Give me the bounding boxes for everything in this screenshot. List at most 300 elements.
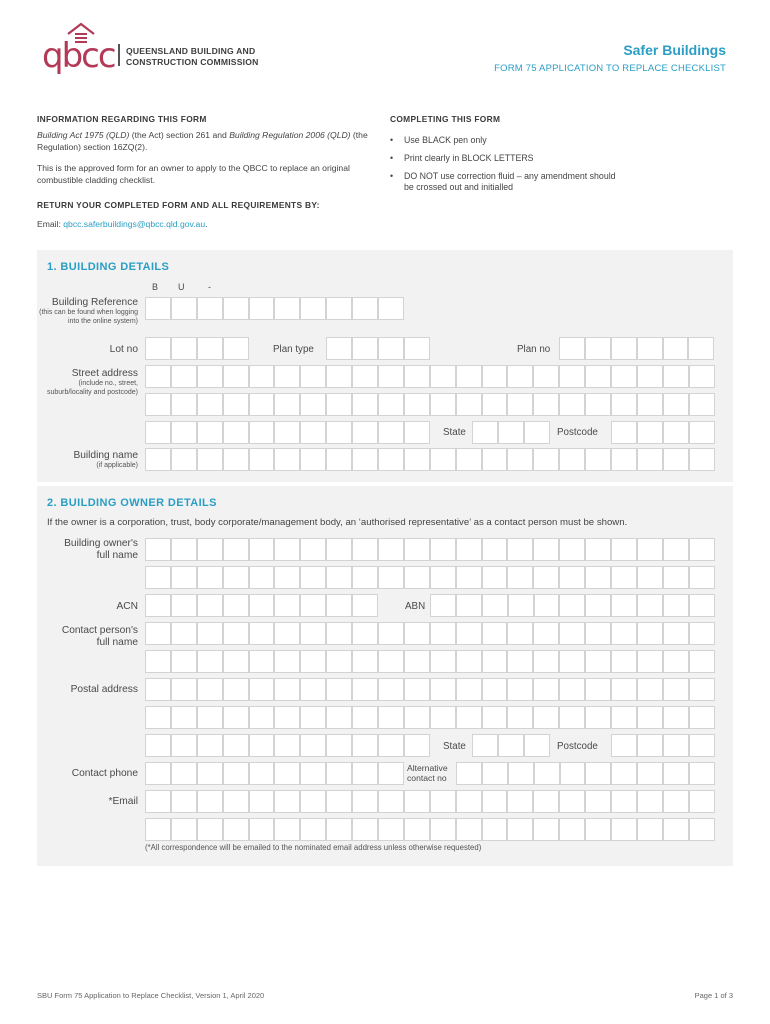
char-box[interactable]: [352, 594, 378, 617]
char-box[interactable]: [508, 762, 534, 785]
char-box[interactable]: [404, 706, 430, 729]
char-box[interactable]: [274, 538, 300, 561]
char-box[interactable]: [663, 393, 689, 416]
char-box[interactable]: [507, 790, 533, 813]
char-box[interactable]: [300, 448, 326, 471]
char-box[interactable]: [326, 297, 352, 320]
char-box[interactable]: [559, 706, 585, 729]
street-address-line-3[interactable]: [145, 421, 430, 444]
char-box[interactable]: [559, 448, 585, 471]
char-box[interactable]: [663, 734, 689, 757]
char-box[interactable]: [404, 448, 430, 471]
char-box[interactable]: [404, 337, 430, 360]
char-box[interactable]: [637, 421, 663, 444]
char-box[interactable]: [249, 297, 275, 320]
char-box[interactable]: [223, 762, 249, 785]
char-box[interactable]: [145, 297, 171, 320]
char-box[interactable]: [197, 818, 223, 841]
char-box[interactable]: [171, 566, 197, 589]
char-box[interactable]: [378, 706, 404, 729]
char-box[interactable]: [171, 538, 197, 561]
char-box[interactable]: [223, 594, 249, 617]
char-box[interactable]: [326, 594, 352, 617]
char-box[interactable]: [197, 365, 223, 388]
char-box[interactable]: [611, 678, 637, 701]
char-box[interactable]: [533, 566, 559, 589]
char-box[interactable]: [585, 622, 611, 645]
char-box[interactable]: [223, 297, 249, 320]
char-box[interactable]: [507, 538, 533, 561]
char-box[interactable]: [663, 421, 689, 444]
char-box[interactable]: [300, 365, 326, 388]
char-box[interactable]: [456, 622, 482, 645]
char-box[interactable]: [404, 393, 430, 416]
char-box[interactable]: [533, 678, 559, 701]
char-box[interactable]: [585, 594, 611, 617]
char-box[interactable]: [171, 297, 197, 320]
char-box[interactable]: [378, 790, 404, 813]
char-box[interactable]: [585, 818, 611, 841]
char-box[interactable]: [197, 421, 223, 444]
char-box[interactable]: [274, 706, 300, 729]
char-box[interactable]: [507, 706, 533, 729]
char-box[interactable]: [197, 297, 223, 320]
char-box[interactable]: [378, 297, 404, 320]
char-box[interactable]: [352, 421, 378, 444]
char-box[interactable]: [637, 448, 663, 471]
char-box[interactable]: [559, 790, 585, 813]
char-box[interactable]: [171, 678, 197, 701]
char-box[interactable]: [559, 622, 585, 645]
char-box[interactable]: [300, 818, 326, 841]
char-box[interactable]: [472, 421, 498, 444]
char-box[interactable]: [352, 678, 378, 701]
char-box[interactable]: [456, 650, 482, 673]
state-input[interactable]: [472, 421, 550, 444]
char-box[interactable]: [326, 734, 352, 757]
char-box[interactable]: [611, 566, 637, 589]
char-box[interactable]: [456, 365, 482, 388]
char-box[interactable]: [559, 678, 585, 701]
char-box[interactable]: [404, 790, 430, 813]
char-box[interactable]: [197, 706, 223, 729]
char-box[interactable]: [171, 421, 197, 444]
char-box[interactable]: [171, 818, 197, 841]
char-box[interactable]: [507, 448, 533, 471]
char-box[interactable]: [689, 448, 715, 471]
char-box[interactable]: [533, 706, 559, 729]
char-box[interactable]: [197, 622, 223, 645]
char-box[interactable]: [585, 706, 611, 729]
char-box[interactable]: [249, 622, 275, 645]
char-box[interactable]: [249, 566, 275, 589]
char-box[interactable]: [171, 706, 197, 729]
char-box[interactable]: [430, 622, 456, 645]
char-box[interactable]: [663, 650, 689, 673]
char-box[interactable]: [404, 678, 430, 701]
char-box[interactable]: [326, 790, 352, 813]
char-box[interactable]: [688, 337, 714, 360]
char-box[interactable]: [404, 421, 430, 444]
char-box[interactable]: [689, 622, 715, 645]
char-box[interactable]: [326, 448, 352, 471]
char-box[interactable]: [611, 538, 637, 561]
char-box[interactable]: [326, 650, 352, 673]
postcode-input[interactable]: [611, 421, 715, 444]
char-box[interactable]: [378, 538, 404, 561]
char-box[interactable]: [611, 421, 637, 444]
char-box[interactable]: [637, 790, 663, 813]
char-box[interactable]: [197, 678, 223, 701]
char-box[interactable]: [637, 594, 663, 617]
char-box[interactable]: [559, 365, 585, 388]
char-box[interactable]: [689, 538, 715, 561]
char-box[interactable]: [300, 706, 326, 729]
char-box[interactable]: [611, 594, 637, 617]
char-box[interactable]: [223, 790, 249, 813]
char-box[interactable]: [482, 818, 508, 841]
char-box[interactable]: [352, 393, 378, 416]
char-box[interactable]: [637, 678, 663, 701]
char-box[interactable]: [145, 538, 171, 561]
char-box[interactable]: [456, 594, 482, 617]
char-box[interactable]: [249, 421, 275, 444]
char-box[interactable]: [456, 538, 482, 561]
char-box[interactable]: [585, 538, 611, 561]
char-box[interactable]: [326, 365, 352, 388]
char-box[interactable]: [352, 365, 378, 388]
char-box[interactable]: [482, 762, 508, 785]
char-box[interactable]: [534, 594, 560, 617]
char-box[interactable]: [482, 650, 508, 673]
char-box[interactable]: [378, 650, 404, 673]
char-box[interactable]: [274, 365, 300, 388]
char-box[interactable]: [585, 678, 611, 701]
char-box[interactable]: [689, 650, 715, 673]
char-box[interactable]: [223, 337, 249, 360]
email-field-line-1[interactable]: [145, 790, 715, 813]
char-box[interactable]: [689, 393, 715, 416]
char-box[interactable]: [533, 818, 559, 841]
char-box[interactable]: [689, 734, 715, 757]
char-box[interactable]: [430, 448, 456, 471]
char-box[interactable]: [585, 650, 611, 673]
char-box[interactable]: [223, 650, 249, 673]
char-box[interactable]: [404, 734, 430, 757]
char-box[interactable]: [533, 448, 559, 471]
char-box[interactable]: [663, 762, 689, 785]
char-box[interactable]: [145, 622, 171, 645]
char-box[interactable]: [689, 678, 715, 701]
char-box[interactable]: [430, 678, 456, 701]
char-box[interactable]: [145, 678, 171, 701]
char-box[interactable]: [223, 393, 249, 416]
email-link[interactable]: qbcc.saferbuildings@qbcc.qld.gov.au: [63, 219, 206, 229]
char-box[interactable]: [300, 678, 326, 701]
char-box[interactable]: [637, 393, 663, 416]
alt-contact-input[interactable]: [456, 762, 715, 785]
char-box[interactable]: [533, 622, 559, 645]
char-box[interactable]: [559, 594, 585, 617]
char-box[interactable]: [352, 448, 378, 471]
char-box[interactable]: [145, 566, 171, 589]
char-box[interactable]: [430, 650, 456, 673]
char-box[interactable]: [585, 337, 611, 360]
char-box[interactable]: [559, 566, 585, 589]
postal-address-line-2[interactable]: [145, 706, 715, 729]
char-box[interactable]: [456, 706, 482, 729]
char-box[interactable]: [249, 762, 275, 785]
char-box[interactable]: [352, 566, 378, 589]
char-box[interactable]: [507, 678, 533, 701]
char-box[interactable]: [171, 790, 197, 813]
char-box[interactable]: [326, 421, 352, 444]
char-box[interactable]: [223, 678, 249, 701]
char-box[interactable]: [611, 706, 637, 729]
char-box[interactable]: [611, 337, 637, 360]
char-box[interactable]: [171, 393, 197, 416]
char-box[interactable]: [611, 393, 637, 416]
char-box[interactable]: [507, 393, 533, 416]
contact-person-line-1[interactable]: [145, 622, 715, 645]
char-box[interactable]: [197, 594, 223, 617]
char-box[interactable]: [300, 297, 326, 320]
char-box[interactable]: [378, 566, 404, 589]
char-box[interactable]: [326, 538, 352, 561]
char-box[interactable]: [145, 762, 171, 785]
char-box[interactable]: [404, 622, 430, 645]
char-box[interactable]: [482, 566, 508, 589]
char-box[interactable]: [456, 566, 482, 589]
char-box[interactable]: [300, 790, 326, 813]
char-box[interactable]: [300, 734, 326, 757]
char-box[interactable]: [171, 448, 197, 471]
char-box[interactable]: [533, 538, 559, 561]
char-box[interactable]: [326, 762, 352, 785]
char-box[interactable]: [145, 337, 171, 360]
char-box[interactable]: [430, 393, 456, 416]
char-box[interactable]: [456, 790, 482, 813]
char-box[interactable]: [223, 538, 249, 561]
char-box[interactable]: [663, 818, 689, 841]
char-box[interactable]: [611, 448, 637, 471]
char-box[interactable]: [637, 566, 663, 589]
postal-address-line-1[interactable]: [145, 678, 715, 701]
char-box[interactable]: [274, 734, 300, 757]
char-box[interactable]: [223, 734, 249, 757]
char-box[interactable]: [533, 393, 559, 416]
char-box[interactable]: [249, 818, 275, 841]
char-box[interactable]: [534, 762, 560, 785]
char-box[interactable]: [507, 650, 533, 673]
char-box[interactable]: [456, 818, 482, 841]
char-box[interactable]: [456, 448, 482, 471]
char-box[interactable]: [171, 337, 197, 360]
char-box[interactable]: [197, 650, 223, 673]
char-box[interactable]: [300, 762, 326, 785]
char-box[interactable]: [352, 762, 378, 785]
char-box[interactable]: [274, 594, 300, 617]
char-box[interactable]: [223, 622, 249, 645]
char-box[interactable]: [430, 818, 456, 841]
char-box[interactable]: [300, 622, 326, 645]
char-box[interactable]: [223, 421, 249, 444]
char-box[interactable]: [482, 365, 508, 388]
char-box[interactable]: [611, 622, 637, 645]
char-box[interactable]: [352, 337, 378, 360]
postal-state-input[interactable]: [472, 734, 550, 757]
char-box[interactable]: [145, 421, 171, 444]
char-box[interactable]: [533, 365, 559, 388]
char-box[interactable]: [274, 678, 300, 701]
char-box[interactable]: [352, 650, 378, 673]
char-box[interactable]: [145, 365, 171, 388]
char-box[interactable]: [274, 297, 300, 320]
char-box[interactable]: [197, 393, 223, 416]
char-box[interactable]: [326, 818, 352, 841]
char-box[interactable]: [663, 706, 689, 729]
char-box[interactable]: [498, 734, 524, 757]
char-box[interactable]: [352, 818, 378, 841]
char-box[interactable]: [197, 762, 223, 785]
char-box[interactable]: [508, 594, 534, 617]
char-box[interactable]: [663, 566, 689, 589]
char-box[interactable]: [326, 337, 352, 360]
char-box[interactable]: [611, 365, 637, 388]
char-box[interactable]: [663, 594, 689, 617]
char-box[interactable]: [404, 365, 430, 388]
char-box[interactable]: [482, 706, 508, 729]
char-box[interactable]: [404, 818, 430, 841]
char-box[interactable]: [378, 421, 404, 444]
char-box[interactable]: [145, 790, 171, 813]
char-box[interactable]: [663, 365, 689, 388]
char-box[interactable]: [663, 337, 689, 360]
char-box[interactable]: [352, 538, 378, 561]
char-box[interactable]: [223, 448, 249, 471]
char-box[interactable]: [171, 650, 197, 673]
char-box[interactable]: [249, 538, 275, 561]
char-box[interactable]: [274, 421, 300, 444]
char-box[interactable]: [482, 448, 508, 471]
char-box[interactable]: [482, 393, 508, 416]
char-box[interactable]: [482, 538, 508, 561]
char-box[interactable]: [223, 818, 249, 841]
char-box[interactable]: [197, 790, 223, 813]
char-box[interactable]: [378, 678, 404, 701]
char-box[interactable]: [378, 762, 404, 785]
char-box[interactable]: [456, 678, 482, 701]
char-box[interactable]: [300, 538, 326, 561]
building-reference-input[interactable]: [145, 297, 404, 320]
char-box[interactable]: [637, 365, 663, 388]
char-box[interactable]: [352, 734, 378, 757]
char-box[interactable]: [430, 538, 456, 561]
char-box[interactable]: [378, 365, 404, 388]
char-box[interactable]: [456, 762, 482, 785]
char-box[interactable]: [274, 448, 300, 471]
char-box[interactable]: [637, 734, 663, 757]
abn-input[interactable]: [430, 594, 715, 617]
char-box[interactable]: [378, 393, 404, 416]
char-box[interactable]: [145, 818, 171, 841]
char-box[interactable]: [197, 337, 223, 360]
char-box[interactable]: [689, 365, 715, 388]
char-box[interactable]: [482, 594, 508, 617]
char-box[interactable]: [197, 734, 223, 757]
char-box[interactable]: [326, 706, 352, 729]
char-box[interactable]: [197, 538, 223, 561]
char-box[interactable]: [171, 594, 197, 617]
char-box[interactable]: [352, 790, 378, 813]
char-box[interactable]: [274, 393, 300, 416]
char-box[interactable]: [300, 393, 326, 416]
char-box[interactable]: [507, 365, 533, 388]
char-box[interactable]: [171, 622, 197, 645]
char-box[interactable]: [689, 818, 715, 841]
char-box[interactable]: [326, 678, 352, 701]
char-box[interactable]: [378, 622, 404, 645]
char-box[interactable]: [249, 678, 275, 701]
char-box[interactable]: [482, 790, 508, 813]
char-box[interactable]: [585, 762, 611, 785]
char-box[interactable]: [145, 734, 171, 757]
char-box[interactable]: [300, 650, 326, 673]
char-box[interactable]: [637, 337, 663, 360]
postal-postcode-input[interactable]: [611, 734, 715, 757]
char-box[interactable]: [249, 365, 275, 388]
char-box[interactable]: [482, 622, 508, 645]
char-box[interactable]: [274, 566, 300, 589]
char-box[interactable]: [404, 538, 430, 561]
char-box[interactable]: [249, 650, 275, 673]
char-box[interactable]: [300, 594, 326, 617]
char-box[interactable]: [223, 566, 249, 589]
char-box[interactable]: [197, 448, 223, 471]
char-box[interactable]: [171, 734, 197, 757]
char-box[interactable]: [507, 818, 533, 841]
char-box[interactable]: [274, 650, 300, 673]
char-box[interactable]: [404, 650, 430, 673]
char-box[interactable]: [559, 538, 585, 561]
char-box[interactable]: [274, 790, 300, 813]
char-box[interactable]: [533, 650, 559, 673]
char-box[interactable]: [404, 566, 430, 589]
char-box[interactable]: [637, 622, 663, 645]
building-name-input[interactable]: [145, 448, 715, 471]
email-field-line-2[interactable]: [145, 818, 715, 841]
char-box[interactable]: [524, 421, 550, 444]
char-box[interactable]: [171, 365, 197, 388]
char-box[interactable]: [300, 566, 326, 589]
char-box[interactable]: [197, 566, 223, 589]
char-box[interactable]: [145, 706, 171, 729]
char-box[interactable]: [663, 678, 689, 701]
char-box[interactable]: [689, 566, 715, 589]
char-box[interactable]: [249, 706, 275, 729]
char-box[interactable]: [482, 678, 508, 701]
char-box[interactable]: [249, 448, 275, 471]
char-box[interactable]: [249, 790, 275, 813]
char-box[interactable]: [145, 393, 171, 416]
char-box[interactable]: [663, 790, 689, 813]
char-box[interactable]: [559, 393, 585, 416]
char-box[interactable]: [689, 762, 715, 785]
char-box[interactable]: [663, 448, 689, 471]
char-box[interactable]: [611, 650, 637, 673]
char-box[interactable]: [559, 650, 585, 673]
char-box[interactable]: [378, 337, 404, 360]
